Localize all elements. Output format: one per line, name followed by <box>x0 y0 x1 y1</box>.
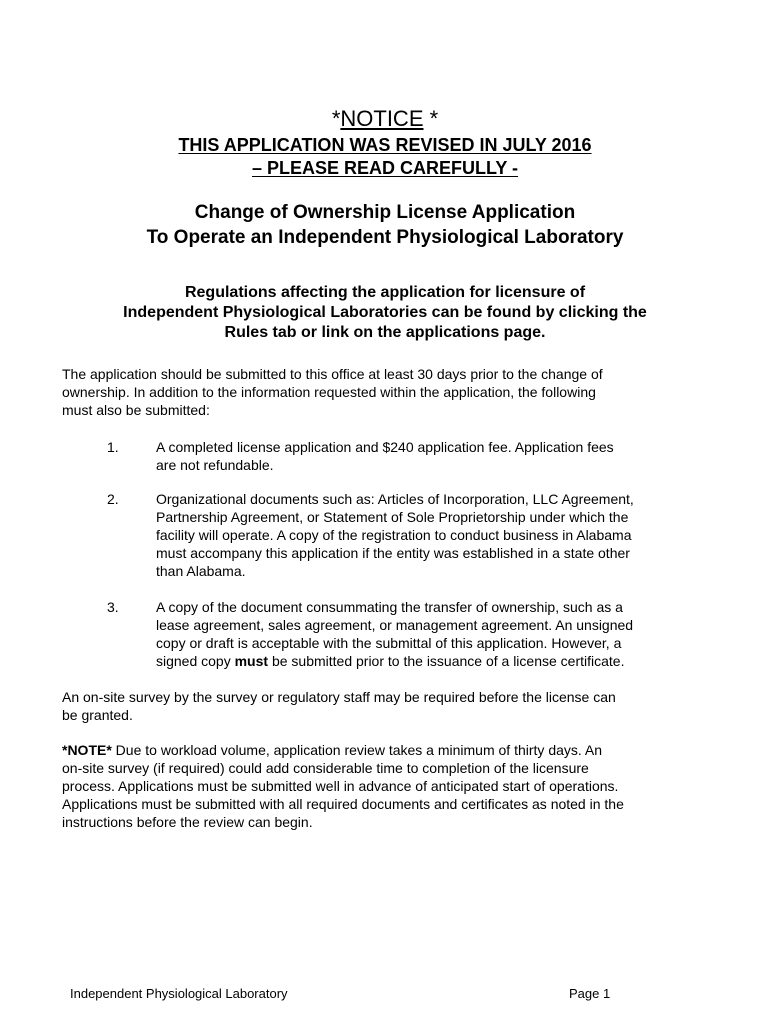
revision-line-2: – PLEASE READ CAREFULLY - <box>251 158 519 178</box>
list-item-line: A copy of the document consummating the transfer of ownership, such as a <box>156 599 623 615</box>
note-line-3: process. Applications must be submitted well in advance of anticipated start of operations. <box>62 778 619 794</box>
list-item-line-last <box>156 652 718 670</box>
list-item-line: lease agreement, sales agreement, or management agreement. An unsigned <box>156 617 634 633</box>
survey-paragraph <box>62 688 712 724</box>
intro-line-3: must also be submitted: <box>62 402 210 418</box>
note-line-1 <box>62 741 712 759</box>
application-title-line-2: To Operate an Independent Physiological Laboratory <box>146 227 624 248</box>
list-item-line: Partnership Agreement, or Statement of Sole Proprietorship under which the <box>156 509 629 525</box>
application-title-line-1: Change of Ownership License Application <box>194 202 576 223</box>
list-item-line: are not refundable. <box>156 457 274 473</box>
page-number: Page 1 <box>569 986 611 1001</box>
last-line-emphasis: must <box>234 653 269 669</box>
intro-line-2: ownership. In addition to the information requested within the application, the following <box>62 384 596 400</box>
application-title <box>0 200 770 250</box>
notice-heading <box>0 106 770 132</box>
list-item-text <box>156 598 718 670</box>
regulations-line-2: Independent Physiological Laboratories can be found by clicking the <box>123 304 647 321</box>
list-item-line: A completed license application and $240 application fee. Application fees <box>156 439 614 455</box>
last-line-post: be submitted prior to the issuance of a license certificate. <box>268 653 625 669</box>
list-item-line: than Alabama. <box>156 563 246 579</box>
list-item-line: copy or draft is acceptable with the submittal of this application. However, a <box>156 635 622 651</box>
note-line-2: on-site survey (if required) could add considerable time to completion of the licensure <box>62 760 589 776</box>
list-item-number: 2. <box>107 491 119 507</box>
intro-paragraph <box>62 365 712 419</box>
list-item-number: 3. <box>107 599 119 615</box>
list-item-line: must accompany this application if the entity was established in a state other <box>156 545 630 561</box>
note-paragraph <box>62 741 712 831</box>
note-line-1-text: Due to workload volume, application review takes a minimum of thirty days. An <box>111 742 603 758</box>
note-line-5: instructions before the review can begin. <box>62 814 313 830</box>
footer-title: Independent Physiological Laboratory <box>70 986 288 1001</box>
list-item-text <box>156 490 718 580</box>
note-line-4: Applications must be submitted with all required documents and certificates as noted in the <box>62 796 624 812</box>
revision-line-1: THIS APPLICATION WAS REVISED IN JULY 2016 <box>178 135 592 155</box>
list-item-line: Organizational documents such as: Articles of Incorporation, LLC Agreement, <box>156 491 634 507</box>
regulations-notice <box>0 283 770 343</box>
intro-line-1: The application should be submitted to this office at least 30 days prior to the change of <box>62 366 603 382</box>
regulations-line-1: Regulations affecting the application for licensure of <box>184 284 586 301</box>
last-line-pre: signed copy <box>156 653 235 669</box>
list-item-text <box>156 438 718 474</box>
survey-line-2: be granted. <box>62 707 133 723</box>
list-item-line: facility will operate. A copy of the registration to conduct business in Alabama <box>156 527 632 543</box>
notice-word: NOTICE <box>340 106 424 131</box>
regulations-line-3: Rules tab or link on the applications page. <box>224 324 546 341</box>
list-item-number: 1. <box>107 439 119 455</box>
note-label: *NOTE* <box>62 742 112 758</box>
notice-prefix: * <box>331 106 341 131</box>
survey-line-1: An on-site survey by the survey or regulatory staff may be required before the license can <box>62 689 616 705</box>
notice-suffix: * <box>423 106 439 131</box>
revision-notice <box>0 134 770 180</box>
